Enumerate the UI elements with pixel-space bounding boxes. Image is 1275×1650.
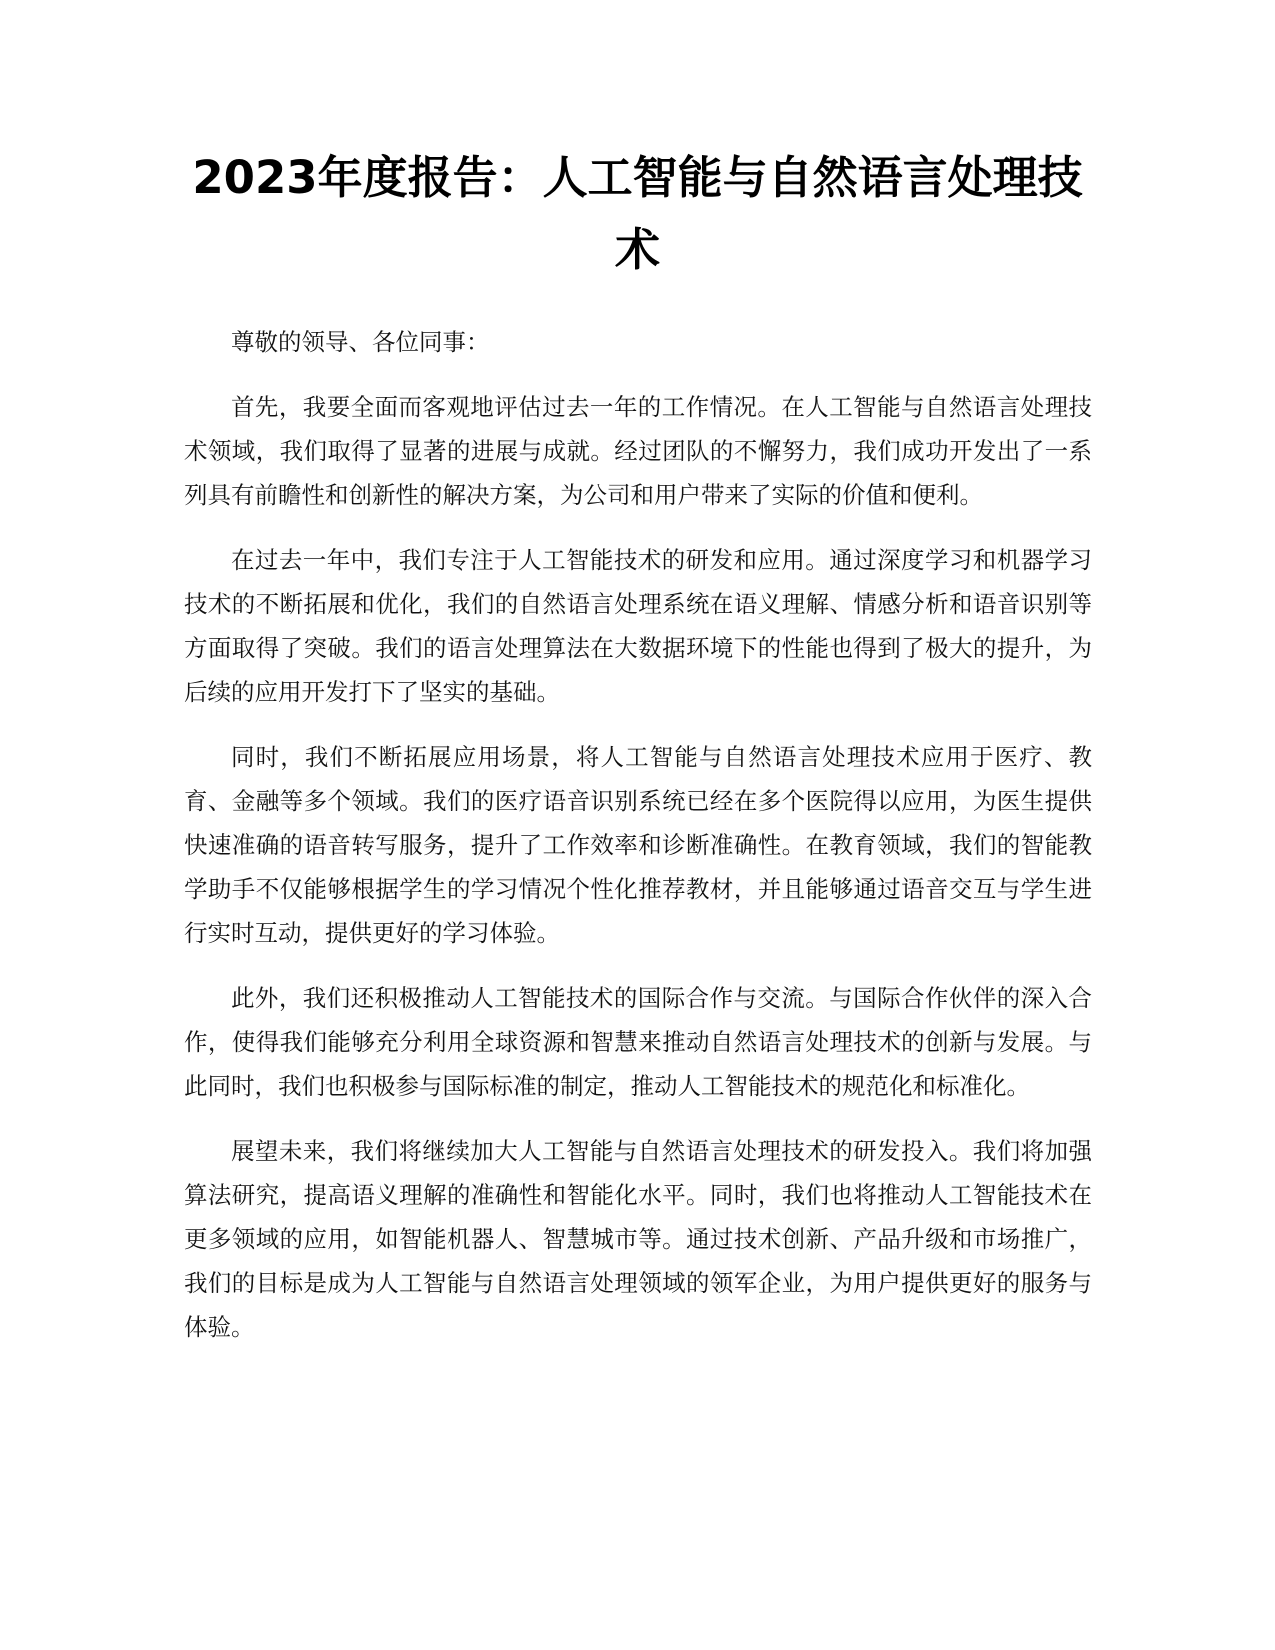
document-body — [184, 320, 1092, 1370]
salutation: 尊敬的领导、各位同事： — [231, 328, 490, 356]
document-title: 2023年度报告：人工智能与自然语言处理技术 — [192, 151, 1083, 276]
paragraph-2: 在过去一年中，我们专注于人工智能技术的研发和应用。通过深度学习和机器学习技术的不断拓展和优化，我们的自然语言处理系统在语义理解、情感分析和语音识别等方面取得了突破。我们的语言处理算法在大数据环境下的性能也得到了极大的提升，为后续的应用开发打下了坚实的基础。 — [184, 546, 1092, 706]
paragraph-3: 同时，我们不断拓展应用场景，将人工智能与自然语言处理技术应用于医疗、教育、金融等多个领域。我们的医疗语音识别系统已经在多个医院得以应用，为医生提供快速准确的语音转写服务，提升了工作效率和诊断准确性。在教育领域，我们的智能教学助手不仅能够根据学生的学习情况个性化推荐教材，并且能够通过语音交互与学生进行实时互动，提供更好的学习体验。 — [184, 743, 1092, 947]
paragraph-5: 展望未来，我们将继续加大人工智能与自然语言处理技术的研发投入。我们将加强算法研究，提高语义理解的准确性和智能化水平。同时，我们也将推动人工智能技术在更多领域的应用，如智能机器人、智慧城市等。通过技术创新、产品升级和市场推广，我们的目标是成为人工智能与自然语言处理领域的领军企业，为用户提供更好的服务与体验。 — [184, 1137, 1092, 1341]
paragraph-4: 此外，我们还积极推动人工智能技术的国际合作与交流。与国际合作伙伴的深入合作，使得我们能够充分利用全球资源和智慧来推动自然语言处理技术的创新与发展。与此同时，我们也积极参与国际标准的制定，推动人工智能技术的规范化和标准化。 — [184, 984, 1092, 1100]
paragraph-1: 首先，我要全面而客观地评估过去一年的工作情况。在人工智能与自然语言处理技术领域，我们取得了显著的进展与成就。经过团队的不懈努力，我们成功开发出了一系列具有前瞻性和创新性的解决方案，为公司和用户带来了实际的价值和便利。 — [184, 393, 1092, 509]
